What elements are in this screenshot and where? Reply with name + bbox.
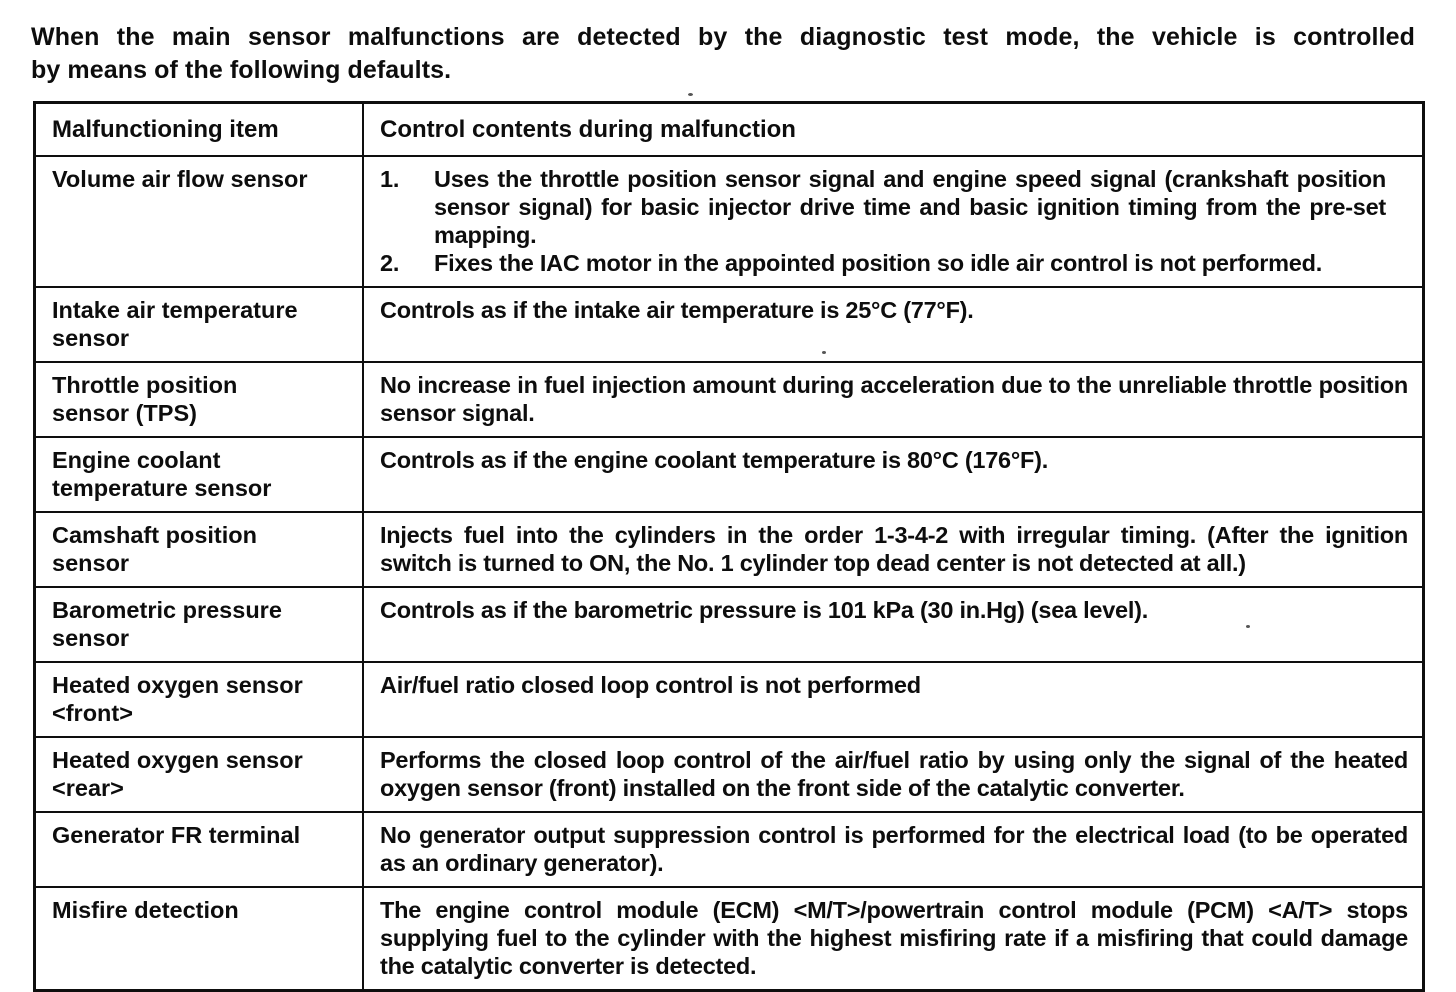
numbered-list-item xyxy=(380,165,1408,249)
control-content-cell: No generator output suppression control is performed for the electrical load (to be operated as an ordinary generator). xyxy=(363,812,1424,887)
control-content-cell: Controls as if the engine coolant temperature is 80°C (176°F). xyxy=(363,437,1424,512)
numbered-list-item xyxy=(380,249,1408,277)
malfunctioning-item-cell: Volume air flow sensor xyxy=(35,156,364,287)
list-item-number: 1. xyxy=(380,166,400,192)
column-header-control-contents: Control contents during malfunction xyxy=(363,103,1424,157)
malfunction-defaults-table xyxy=(33,101,1425,992)
table-header-row xyxy=(35,103,1424,157)
table-row xyxy=(35,156,1424,287)
table-row xyxy=(35,587,1424,662)
scan-speck xyxy=(1246,625,1250,628)
control-content-cell: Air/fuel ratio closed loop control is not performed xyxy=(363,662,1424,737)
intro-line-1: When the main sensor malfunctions are detected by the diagnostic test mode, the vehicle is controlled xyxy=(31,23,1415,51)
malfunctioning-item-cell: Barometric pressure sensor xyxy=(35,587,364,662)
column-header-malfunctioning-item: Malfunctioning item xyxy=(35,103,364,157)
malfunctioning-item-cell: Intake air temperature sensor xyxy=(35,287,364,362)
list-item-text: Uses the throttle position sensor signal and engine speed signal (crankshaft position sensor signal) for basic injector drive time and basic ignition timing from the pre-set mapping. xyxy=(434,166,1386,248)
table-row xyxy=(35,512,1424,587)
malfunctioning-item-cell: Camshaft position sensor xyxy=(35,512,364,587)
table-row xyxy=(35,437,1424,512)
table-row xyxy=(35,287,1424,362)
scan-speck xyxy=(822,351,826,354)
list-item-text: Fixes the IAC motor in the appointed position so idle air control is not performed. xyxy=(434,250,1322,276)
control-content-cell: Controls as if the barometric pressure is 101 kPa (30 in.Hg) (sea level). xyxy=(363,587,1424,662)
malfunctioning-item-cell: Misfire detection xyxy=(35,887,364,991)
malfunctioning-item-cell: Engine coolant temperature sensor xyxy=(35,437,364,512)
table-row xyxy=(35,362,1424,437)
table-body xyxy=(35,156,1424,991)
malfunctioning-item-cell: Throttle position sensor (TPS) xyxy=(35,362,364,437)
table-row xyxy=(35,737,1424,812)
intro-line-2: by means of the following defaults. xyxy=(31,56,452,84)
table-header xyxy=(35,103,1424,157)
control-content-cell: The engine control module (ECM) <M/T>/powertrain control module (PCM) <A/T> stops supplying fuel to the cylinder with the highest misfiring rate if a misfiring that could damage the catalytic converter is detected. xyxy=(363,887,1424,991)
table-row xyxy=(35,812,1424,887)
control-content-cell: Injects fuel into the cylinders in the order 1-3-4-2 with irregular timing. (After the ignition switch is turned to ON, the No. 1 cylinder top dead center is not detected at all.) xyxy=(363,512,1424,587)
list-item-number: 2. xyxy=(380,250,400,276)
control-content-cell: Performs the closed loop control of the air/fuel ratio by using only the signal of the heated oxygen sensor (front) installed on the front side of the catalytic converter. xyxy=(363,737,1424,812)
malfunctioning-item-cell: Generator FR terminal xyxy=(35,812,364,887)
scan-speck xyxy=(688,93,693,96)
table-row xyxy=(35,662,1424,737)
control-content-cell xyxy=(363,156,1424,287)
control-content-cell: No increase in fuel injection amount during acceleration due to the unreliable throttle position sensor signal. xyxy=(363,362,1424,437)
malfunctioning-item-cell: Heated oxygen sensor <front> xyxy=(35,662,364,737)
intro-text xyxy=(31,21,1415,87)
control-content-cell: Controls as if the intake air temperature is 25°C (77°F). xyxy=(363,287,1424,362)
malfunctioning-item-cell: Heated oxygen sensor <rear> xyxy=(35,737,364,812)
table-row xyxy=(35,887,1424,991)
